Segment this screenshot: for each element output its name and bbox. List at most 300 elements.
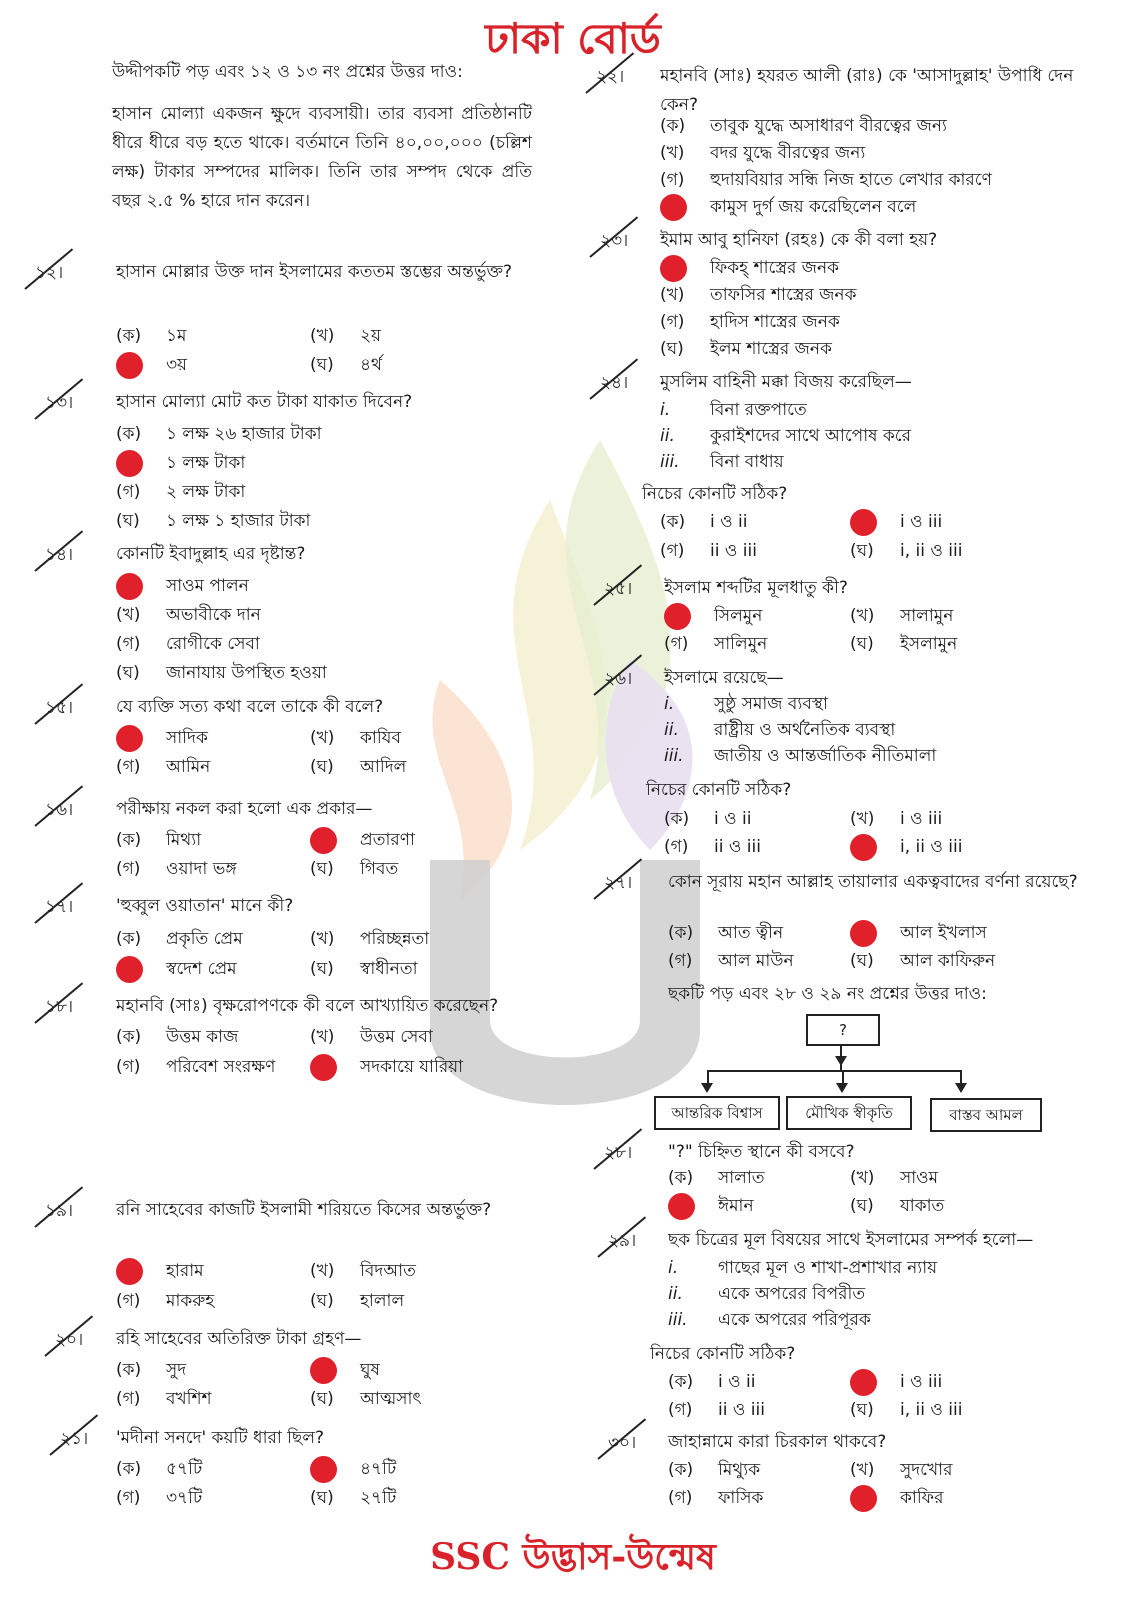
statement-roman: iii.	[664, 746, 684, 766]
option-text: ১ লক্ষ ২৬ হাজার টাকা	[166, 424, 322, 444]
q19-option[interactable]	[310, 1287, 404, 1315]
option-text: আমিন	[166, 757, 211, 777]
option-label: (ঘ)	[310, 959, 334, 979]
option-label: (ঘ)	[850, 541, 874, 561]
option-label: (ঘ)	[310, 355, 334, 375]
answer-marker	[850, 1485, 877, 1512]
option-label: (ক)	[668, 1460, 694, 1480]
option-text: সালামুন	[900, 606, 954, 626]
option-text: ফাসিক	[718, 1488, 764, 1508]
option-text: ২য়	[360, 326, 382, 346]
option-label: (গ)	[116, 1291, 141, 1311]
q13-option[interactable]	[116, 478, 245, 506]
q30-option[interactable]	[850, 1456, 952, 1484]
q21-option[interactable]	[310, 1455, 396, 1483]
option-text: হুদায়বিয়ার সন্ধি নিজ হাতে লেখার কারণে	[710, 170, 992, 190]
q24-statement	[660, 448, 784, 476]
q22-stem: মহানবি (সাঃ) হযরত আলী (রাঃ) কে 'আসাদুল্লাহ' উপাধি দেন কেন?	[660, 66, 1074, 115]
q13-number: ১৩।	[45, 393, 74, 413]
q20-option[interactable]	[310, 1356, 380, 1384]
option-label: (ক)	[116, 1027, 142, 1047]
answer-marker	[116, 573, 143, 600]
diagram-arrow	[701, 1083, 713, 1093]
option-label: (খ)	[850, 1168, 875, 1188]
answer-marker	[850, 1369, 877, 1396]
option-text: হারাম	[166, 1261, 204, 1281]
option-text: সাওম	[900, 1168, 939, 1188]
option-text: প্রতারণা	[360, 830, 415, 850]
option-text: ঘুষ	[360, 1360, 380, 1380]
option-label: (গ)	[664, 837, 689, 857]
answer-marker	[310, 827, 337, 854]
passage-1-intro: উদ্দীপকটি পড় এবং ১২ ও ১৩ নং প্রশ্নের উত্তর দাও:	[112, 62, 463, 82]
option-label: (গ)	[116, 482, 141, 502]
option-label: (খ)	[116, 605, 141, 625]
q30-number: ৩০।	[608, 1433, 637, 1453]
option-label: (ক)	[116, 1459, 142, 1479]
option-text: ২ লক্ষ টাকা	[166, 482, 246, 502]
q12-option[interactable]	[310, 322, 381, 350]
q14-option[interactable]	[116, 659, 327, 687]
option-label: (খ)	[310, 728, 335, 748]
option-label: (গ)	[660, 541, 685, 561]
option-text: বিদআত	[360, 1261, 416, 1281]
option-text: স্বদেশ প্রেম	[166, 959, 237, 979]
option-text: ৩৭টি	[166, 1488, 203, 1508]
answer-marker	[116, 450, 143, 477]
answer-marker	[116, 1258, 143, 1285]
option-text: তাফসির শাস্ত্রের জনক	[710, 285, 857, 305]
option-text: বখশিশ	[166, 1389, 212, 1409]
option-label: (খ)	[310, 1261, 335, 1281]
q26-statement	[664, 742, 936, 770]
option-text: ii ও iii	[718, 1400, 765, 1420]
q28-option[interactable]	[850, 1192, 944, 1220]
option-label: (খ)	[660, 285, 685, 305]
q24-stem: মুসলিম বাহিনী মক্কা বিজয় করেছিল—	[660, 372, 912, 392]
q27-option[interactable]	[850, 919, 987, 947]
option-text: প্রকৃতি প্রেম	[166, 929, 243, 949]
answer-marker	[310, 1456, 337, 1483]
statement-text: জাতীয় ও আন্তর্জাতিক নীতিমালা	[714, 746, 937, 766]
answer-marker	[668, 1193, 695, 1220]
answer-marker	[310, 1357, 337, 1384]
q23-option[interactable]	[660, 254, 839, 282]
q27-option[interactable]	[668, 947, 794, 975]
option-text: সুদখোর	[900, 1460, 953, 1480]
option-text: ফিকহ্ শাস্ত্রের জনক	[710, 258, 840, 278]
q22-option[interactable]	[660, 166, 992, 194]
q24-option[interactable]	[660, 508, 748, 536]
q26-option[interactable]	[664, 805, 752, 833]
q15-number: ১৫।	[45, 698, 74, 718]
option-text: কামুস দুর্গ জয় করেছিলেন বলে	[710, 197, 917, 217]
option-text: আদিল	[360, 757, 407, 777]
statement-roman: i.	[664, 694, 675, 714]
option-text: i ও iii	[900, 512, 943, 532]
option-text: কাযিব	[360, 728, 401, 748]
q14-number: ১৪।	[45, 545, 74, 565]
option-text: i, ii ও iii	[900, 1400, 963, 1420]
q16-option[interactable]	[116, 826, 201, 854]
q26-option[interactable]	[664, 833, 761, 861]
q18-option[interactable]	[116, 1023, 238, 1051]
option-text: ২৭টি	[360, 1488, 397, 1508]
q23-option[interactable]	[660, 308, 840, 336]
q15-option[interactable]	[116, 724, 208, 752]
option-label: (ঘ)	[116, 663, 140, 683]
board-title: ঢাকা বোর্ড	[485, 14, 661, 63]
q16-option[interactable]	[116, 855, 237, 883]
q17-option[interactable]	[310, 925, 429, 953]
option-label: (ঘ)	[310, 859, 334, 879]
q25-option[interactable]	[664, 602, 762, 630]
option-text: উত্তম সেবা	[360, 1027, 433, 1047]
option-label: (গ)	[660, 170, 685, 190]
q14-option[interactable]	[116, 630, 260, 658]
option-label: (গ)	[660, 312, 685, 332]
diagram-connector	[840, 1044, 842, 1072]
option-label: (ক)	[660, 512, 686, 532]
q16-option[interactable]	[310, 826, 415, 854]
q29-number: ২৯।	[608, 1231, 637, 1251]
q19-option[interactable]	[116, 1287, 214, 1315]
option-text: i, ii ও iii	[900, 837, 963, 857]
statement-roman: ii.	[664, 720, 679, 740]
option-text: ইসলামুন	[900, 634, 958, 654]
statement-text: কুরাইশদের সাথে আপোষ করে	[710, 426, 911, 446]
option-text: ওয়াদা ভঙ্গ	[166, 859, 237, 879]
option-label: (ক)	[116, 1360, 142, 1380]
q29-statement	[668, 1306, 871, 1334]
q27-number: ২৭।	[604, 873, 633, 893]
option-text: আল ইখলাস	[900, 923, 987, 943]
option-label: (ঘ)	[116, 511, 140, 531]
q20-option[interactable]	[116, 1356, 186, 1384]
q17-option[interactable]	[310, 955, 418, 983]
q21-number: ২১।	[60, 1429, 89, 1449]
q24-option[interactable]	[850, 508, 942, 536]
q18-option[interactable]	[116, 1053, 275, 1081]
diagram-connector	[960, 1070, 962, 1084]
statement-roman: iii.	[668, 1310, 688, 1330]
option-label: (ঘ)	[850, 1196, 874, 1216]
q29-option[interactable]	[850, 1396, 962, 1424]
option-text: আত ত্বীন	[718, 923, 784, 943]
option-text: হাদিস শাস্ত্রের জনক	[710, 312, 840, 332]
q24-statement	[660, 396, 807, 424]
option-text: সুদ	[166, 1360, 187, 1380]
q26-statement	[664, 716, 895, 744]
q26-stem: ইসলামে রয়েছে—	[664, 668, 784, 688]
option-label: (ক)	[116, 424, 142, 444]
q20-option[interactable]	[310, 1385, 421, 1413]
brand-footer: SSC উদ্ভাস-উন্মেষ	[430, 1536, 716, 1578]
option-label: (খ)	[310, 929, 335, 949]
option-text: আল মাউন	[718, 951, 794, 971]
option-label: (গ)	[116, 757, 141, 777]
statement-roman: i.	[660, 400, 671, 420]
option-text: i ও ii	[714, 809, 752, 829]
option-text: i, ii ও iii	[900, 541, 963, 561]
option-text: ১ লক্ষ টাকা	[166, 453, 246, 473]
option-label: (ক)	[116, 326, 142, 346]
q16-number: ১৬।	[45, 800, 74, 820]
q26-option[interactable]	[850, 833, 962, 861]
q30-option[interactable]	[668, 1484, 763, 1512]
option-text: ১ম	[166, 326, 187, 346]
answer-marker	[116, 956, 143, 983]
q18-option[interactable]	[310, 1053, 463, 1081]
statement-text: সুষ্ঠু সমাজ ব্যবস্থা	[714, 694, 828, 714]
option-label: (ঘ)	[310, 1389, 334, 1409]
option-label: (গ)	[116, 859, 141, 879]
q15-option[interactable]	[116, 753, 210, 781]
q24-option[interactable]	[850, 537, 962, 565]
q21-option[interactable]	[116, 1455, 202, 1483]
statement-text: রাষ্ট্রীয় ও অর্থনৈতিক ব্যবস্থা	[714, 720, 896, 740]
option-label: (গ)	[668, 1400, 693, 1420]
q29-option[interactable]	[668, 1368, 756, 1396]
q26-ask: নিচের কোনটি সঠিক?	[646, 780, 792, 800]
q17-option[interactable]	[116, 955, 237, 983]
option-label: (গ)	[116, 634, 141, 654]
option-label: (ক)	[664, 809, 690, 829]
option-text: ৪র্থ	[360, 355, 383, 375]
q20-number: ২০।	[55, 1330, 84, 1350]
statement-roman: iii.	[660, 452, 680, 472]
q13-option[interactable]	[116, 420, 322, 448]
q21-option[interactable]	[116, 1484, 202, 1512]
q23-option[interactable]	[660, 281, 856, 309]
option-label: (গ)	[668, 1488, 693, 1508]
q16-option[interactable]	[310, 855, 398, 883]
option-text: ঈমান	[718, 1196, 754, 1216]
option-text: কাফির	[900, 1488, 944, 1508]
option-text: পরিচ্ছন্নতা	[360, 929, 430, 949]
q27-option[interactable]	[850, 947, 995, 975]
q19-option[interactable]	[116, 1257, 204, 1285]
q12-option[interactable]	[116, 351, 187, 379]
answer-marker	[850, 920, 877, 947]
q24-statement	[660, 422, 911, 450]
option-text: যাকাত	[900, 1196, 945, 1216]
option-label: (গ)	[664, 634, 689, 654]
option-text: ইলম শাস্ত্রের জনক	[710, 339, 832, 359]
option-label: (গ)	[116, 1389, 141, 1409]
q22-number: ২২।	[596, 67, 625, 87]
statement-roman: i.	[668, 1258, 679, 1278]
q13-stem: হাসান মোল্যা মোট কত টাকা যাকাত দিবেন?	[116, 392, 413, 412]
q29-option[interactable]	[668, 1396, 765, 1424]
q17-stem: 'হুব্বুল ওয়াতান' মানে কী?	[116, 896, 294, 916]
q19-stem: রনি সাহেবের কাজটি ইসলামী শরিয়তে কিসের অন্তর্ভুক্ত?	[116, 1200, 492, 1220]
q29-statement	[668, 1280, 865, 1308]
option-text: রোগীকে সেবা	[166, 634, 260, 654]
q23-stem: ইমাম আবু হানিফা (রহঃ) কে কী বলা হয়?	[660, 230, 938, 250]
option-text: i ও ii	[718, 1372, 756, 1392]
q25-option[interactable]	[850, 602, 953, 630]
answer-marker	[116, 725, 143, 752]
option-label: (খ)	[850, 809, 875, 829]
option-label: (খ)	[660, 143, 685, 163]
q30-option[interactable]	[668, 1456, 760, 1484]
option-label: (ক)	[660, 116, 686, 136]
option-text: ৫৭টি	[166, 1459, 203, 1479]
passage-1-text: হাসান মোল্যা একজন ক্ষুদে ব্যবসায়ী। তার ব্যবসা প্রতিষ্ঠানটি ধীরে ধীরে বড় হতে থাকে। বর্তমানে তিনি ৪০,০০,০০০ (চল্লিশ লক্ষ) টাকার সম্পদের মালিক। তিনি তার সম্পদ থেকে প্রতি বছর ২.৫ % হারে দান করেন।	[112, 104, 532, 211]
q19-option[interactable]	[310, 1257, 416, 1285]
q27-stem: কোন সূরায় মহান আল্লাহ তায়ালার একত্ববাদের বর্ণনা রয়েছে?	[668, 872, 1078, 892]
q16-stem: পরীক্ষায় নকল করা হলো এক প্রকার—	[116, 799, 373, 819]
q23-option[interactable]	[660, 335, 832, 363]
option-text: সাদিক	[166, 728, 208, 748]
q26-option[interactable]	[850, 805, 942, 833]
q15-option[interactable]	[310, 724, 401, 752]
q29-ask: নিচের কোনটি সঠিক?	[650, 1344, 796, 1364]
q13-option[interactable]	[116, 507, 310, 535]
q15-stem: যে ব্যক্তি সত্য কথা বলে তাকে কী বলে?	[116, 697, 384, 717]
q28-option[interactable]	[850, 1164, 938, 1192]
option-text: মিথ্যুক	[718, 1460, 761, 1480]
q25-option[interactable]	[664, 630, 767, 658]
option-text: i ও ii	[710, 512, 748, 532]
q26-number: ২৬।	[604, 669, 633, 689]
option-text: সাওম পালন	[166, 576, 249, 596]
option-text: মিথ্যা	[166, 830, 202, 850]
q24-option[interactable]	[660, 537, 757, 565]
answer-marker	[850, 834, 877, 861]
q20-option[interactable]	[116, 1385, 212, 1413]
option-label: (খ)	[850, 606, 875, 626]
diagram-box-1: আন্তরিক বিশ্বাস	[654, 1096, 780, 1130]
option-label: (ক)	[116, 830, 142, 850]
q24-ask: নিচের কোনটি সঠিক?	[642, 484, 788, 504]
option-label: (খ)	[310, 326, 335, 346]
q19-number: ১৯।	[45, 1201, 74, 1221]
option-text: ii ও iii	[714, 837, 761, 857]
option-text: তাবুক যুদ্ধে অসাধারণ বীরত্বের জন্য	[710, 116, 947, 136]
q18-option[interactable]	[310, 1023, 433, 1051]
option-label: (গ)	[116, 1488, 141, 1508]
option-text: হালাল	[360, 1291, 405, 1311]
q12-number: ১২।	[35, 263, 64, 283]
diagram-top-box: ?	[806, 1014, 880, 1046]
answer-marker	[116, 352, 143, 379]
q17-option[interactable]	[116, 925, 243, 953]
option-label: (ক)	[668, 1168, 694, 1188]
q12-option[interactable]	[116, 322, 186, 350]
diagram-connector	[842, 1070, 844, 1084]
option-text: আত্মসাৎ	[360, 1389, 422, 1409]
option-text: আল কাফিরুন	[900, 951, 996, 971]
option-text: ৩য়	[166, 355, 188, 375]
option-label: (ঘ)	[310, 1291, 334, 1311]
q28-option[interactable]	[668, 1192, 754, 1220]
q30-option[interactable]	[850, 1484, 943, 1512]
statement-text: একে অপরের বিপরীত	[718, 1284, 866, 1304]
q13-option[interactable]	[116, 449, 245, 477]
q12-stem: হাসান মোল্লার উক্ত দান ইসলামের কততম স্তম্ভের অন্তর্ভুক্ত?	[116, 262, 513, 282]
option-label: (ঘ)	[310, 757, 334, 777]
diagram-intro: ছকটি পড় এবং ২৮ ও ২৯ নং প্রশ্নের উত্তর দাও:	[668, 984, 987, 1004]
diagram-box-2: মৌখিক স্বীকৃতি	[786, 1096, 912, 1130]
option-text: গিবত	[360, 859, 399, 879]
q22-option[interactable]	[660, 112, 947, 140]
q12-option[interactable]	[310, 351, 382, 379]
q18-number: ১৮।	[45, 997, 74, 1017]
option-label: (খ)	[310, 1027, 335, 1047]
q22-option[interactable]	[660, 139, 865, 167]
q14-option[interactable]	[116, 601, 261, 629]
q21-option[interactable]	[310, 1484, 396, 1512]
option-label: (খ)	[850, 1460, 875, 1480]
q28-number: ২৮।	[604, 1143, 633, 1163]
diagram-arrow	[836, 1083, 848, 1093]
q29-option[interactable]	[850, 1368, 942, 1396]
q27-option[interactable]	[668, 919, 783, 947]
answer-marker	[310, 1054, 337, 1081]
option-text: i ও iii	[900, 809, 943, 829]
q15-option[interactable]	[310, 753, 406, 781]
statement-roman: ii.	[660, 426, 675, 446]
answer-marker	[660, 194, 687, 221]
answer-marker	[664, 603, 691, 630]
diagram-connector	[707, 1070, 962, 1072]
q14-stem: কোনটি ইবাদুল্লাহ এর দৃষ্টান্ত?	[116, 544, 306, 564]
option-label: (ক)	[116, 929, 142, 949]
option-text: বদর যুদ্ধে বীরত্বের জন্য	[710, 143, 866, 163]
diagram-box-3: বাস্তব আমল	[930, 1098, 1042, 1132]
q14-option[interactable]	[116, 572, 249, 600]
statement-roman: ii.	[668, 1284, 683, 1304]
option-text: জানাযায় উপস্থিত হওয়া	[166, 663, 327, 683]
q25-number: ২৫।	[604, 579, 633, 599]
option-label: (গ)	[668, 951, 693, 971]
option-label: (ক)	[668, 923, 694, 943]
q29-stem: ছক চিত্রের মূল বিষয়ের সাথে ইসলামের সম্পর্ক হলো—	[668, 1230, 1034, 1250]
option-label: (গ)	[116, 1057, 141, 1077]
option-text: মাকরুহ	[166, 1291, 215, 1311]
q28-stem: "?" চিহ্নিত স্থানে কী বসবে?	[668, 1142, 855, 1162]
statement-text: একে অপরের পরিপূরক	[718, 1310, 871, 1330]
option-text: পরিবেশ সংরক্ষণ	[166, 1057, 276, 1077]
statement-text: গাছের মূল ও শাখা-প্রশাখার ন্যায়	[718, 1258, 938, 1278]
answer-marker	[850, 509, 877, 536]
option-label: (ঘ)	[850, 951, 874, 971]
option-text: উত্তম কাজ	[166, 1027, 239, 1047]
option-text: সিলমুন	[714, 606, 763, 626]
option-label: (ক)	[668, 1372, 694, 1392]
q25-option[interactable]	[850, 630, 957, 658]
answer-marker	[660, 255, 687, 282]
statement-text: বিনা বাধায়	[710, 452, 784, 472]
q26-statement	[664, 690, 828, 718]
option-text: ৪৭টি	[360, 1459, 397, 1479]
option-label: (ঘ)	[310, 1488, 334, 1508]
q18-stem: মহানবি (সাঃ) বৃক্ষরোপণকে কী বলে আখ্যায়িত করেছেন?	[116, 996, 499, 1016]
q22-option[interactable]	[660, 193, 916, 221]
option-text: ১ লক্ষ ১ হাজার টাকা	[166, 511, 311, 531]
diagram-connector	[707, 1070, 709, 1084]
option-label: (ঘ)	[850, 1400, 874, 1420]
option-text: অভাবীকে দান	[166, 605, 261, 625]
option-text: সালিমুন	[714, 634, 768, 654]
option-label: (ঘ)	[660, 339, 684, 359]
option-text: i ও iii	[900, 1372, 943, 1392]
q28-option[interactable]	[668, 1164, 765, 1192]
q30-stem: জাহান্নামে কারা চিরকাল থাকবে?	[668, 1432, 887, 1452]
q23-number: ২৩।	[600, 231, 629, 251]
